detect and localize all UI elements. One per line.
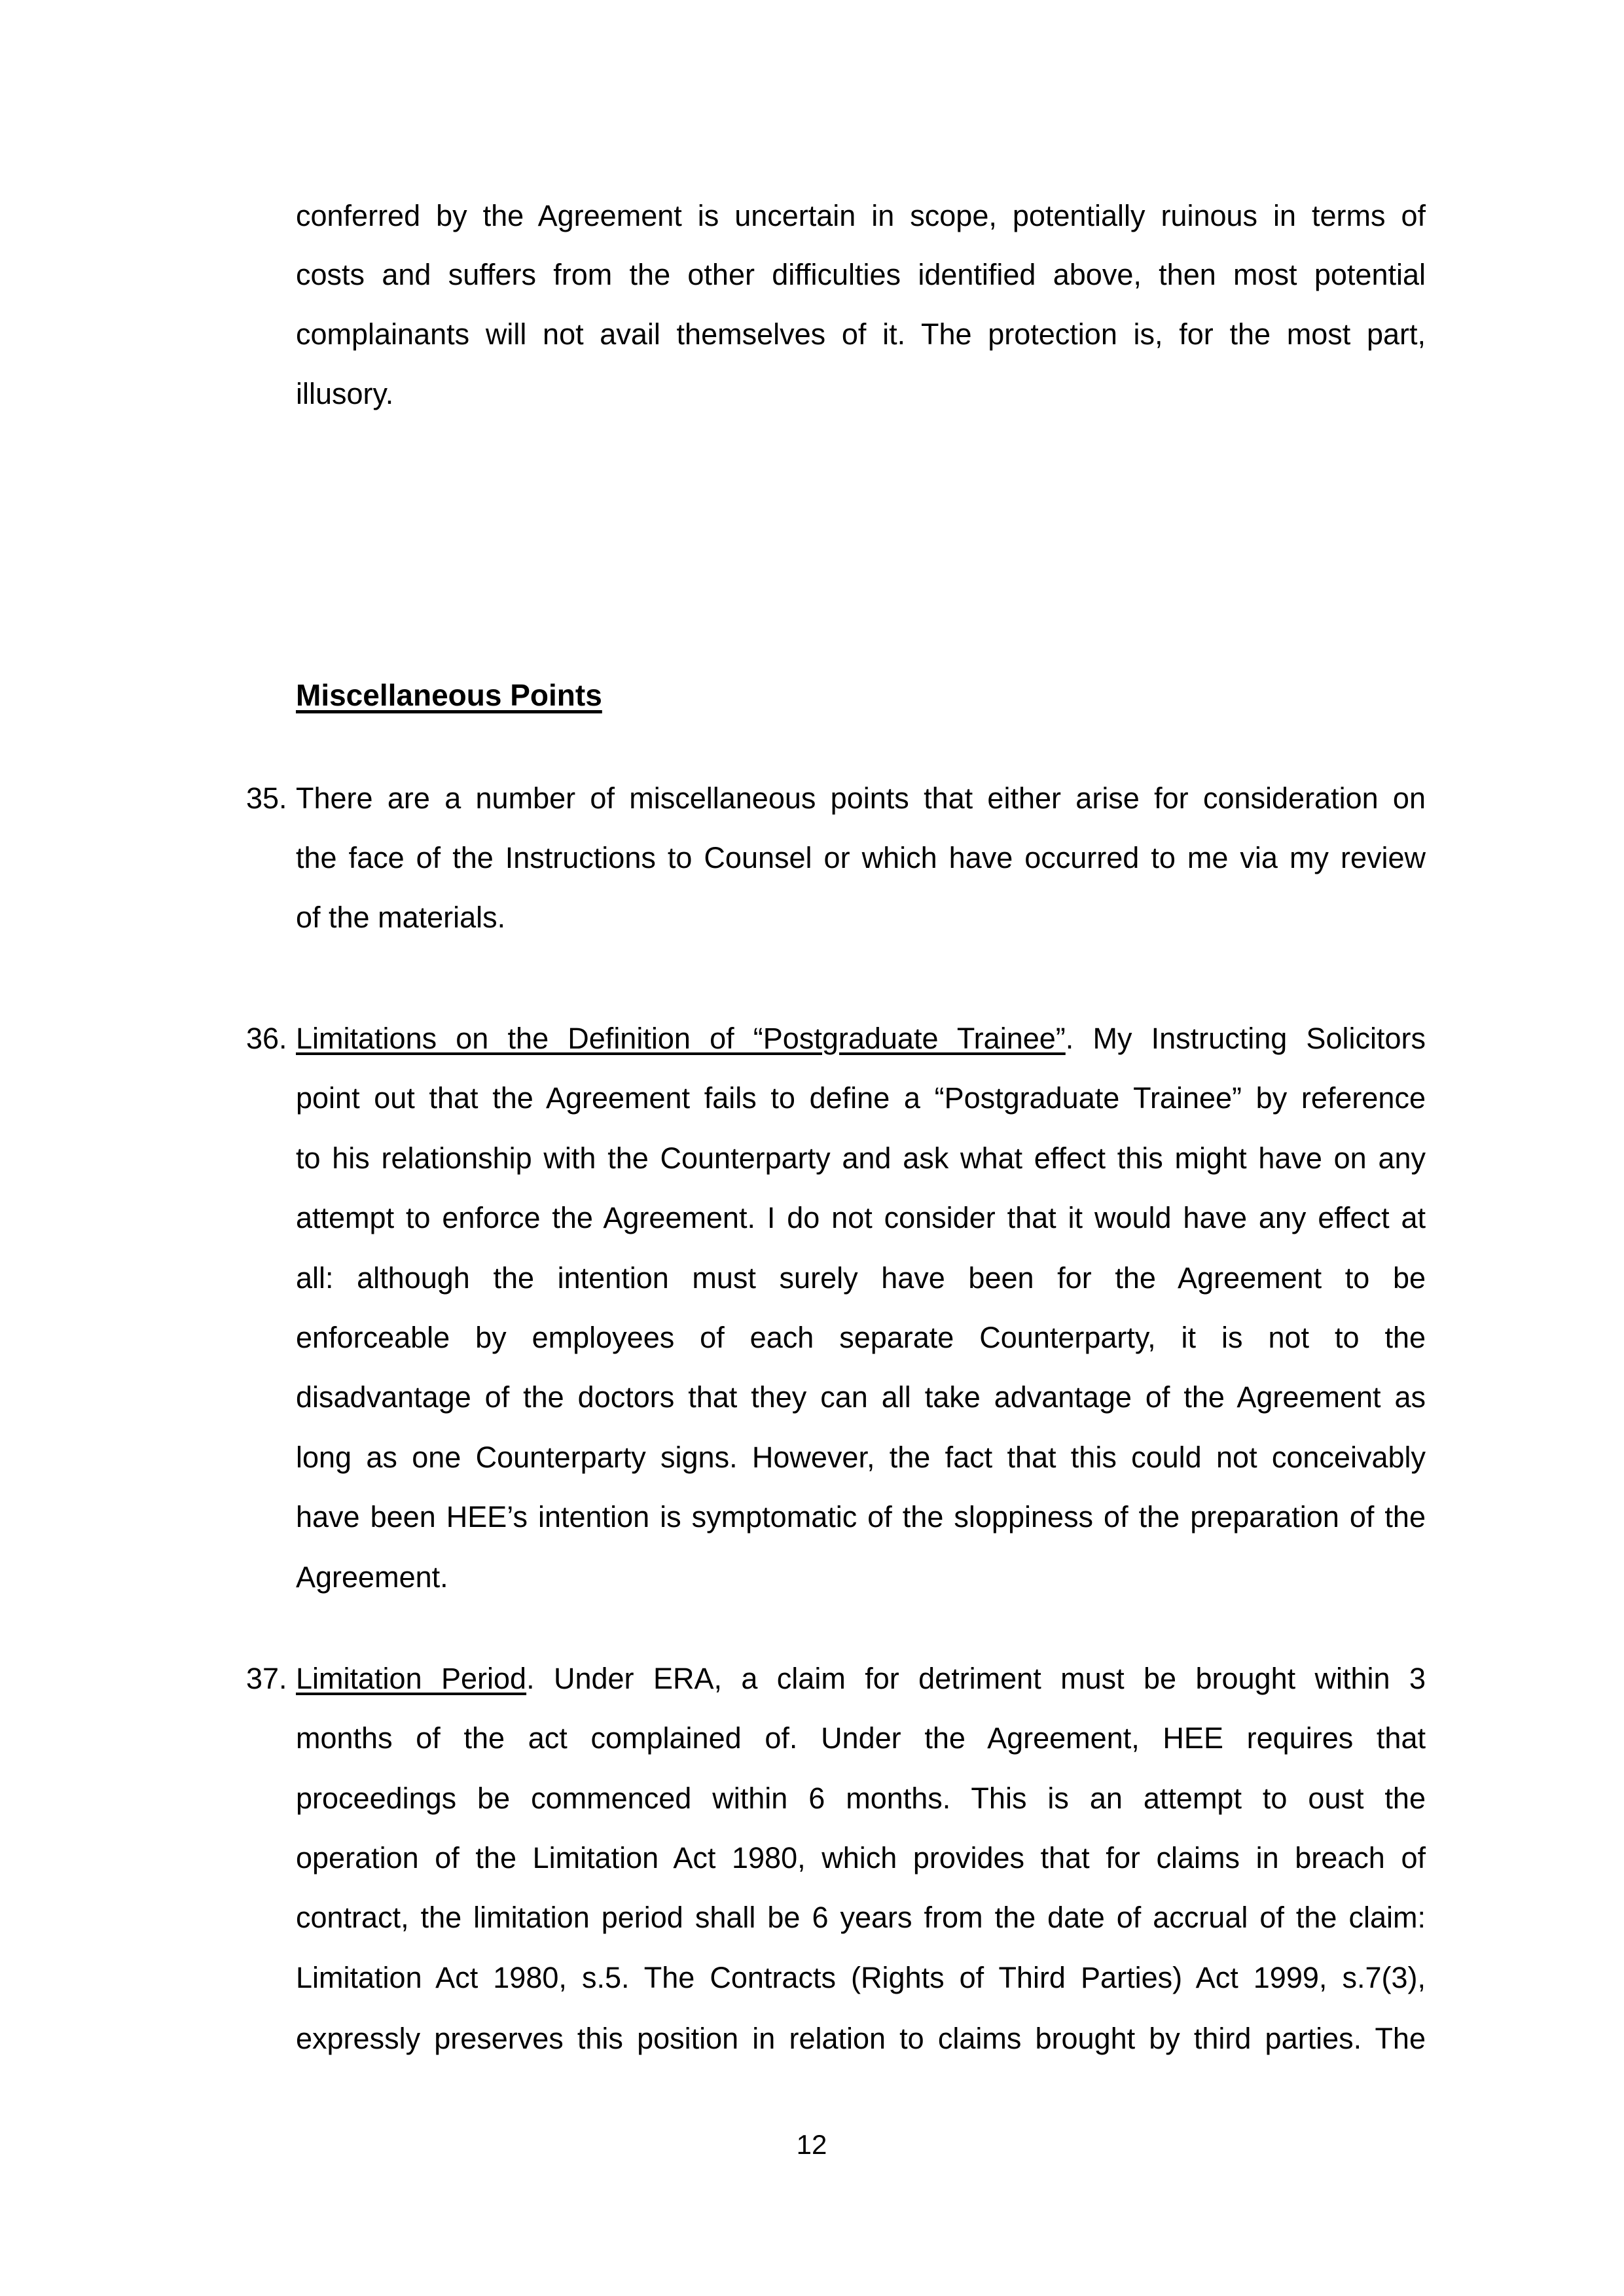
- text-line: operation of the Limitation Act 1980, which provides that for claims in breach of: [296, 1841, 1426, 1874]
- text-line: have been HEE’s intention is symptomatic of the sloppiness of the preparation of the: [296, 1500, 1426, 1534]
- text-line: contract, the limitation period shall be 6 years from the date of accrual of the claim:: [296, 1901, 1426, 1934]
- paragraph-title: Limitation Period: [296, 1662, 527, 1695]
- text-line: There are a number of miscellaneous points that either arise for consideration on: [296, 781, 1426, 815]
- text-line: illusory.: [296, 377, 394, 410]
- text-line: costs and suffers from the other difficulties identified above, then most potential: [296, 258, 1426, 291]
- paragraph-number: 37.: [246, 1662, 287, 1695]
- paragraph-number: 35.: [246, 781, 287, 815]
- text-line: expressly preserves this position in relation to claims brought by third parties. The: [296, 2022, 1426, 2055]
- text-line: proceedings be commenced within 6 months. This is an attempt to oust the: [296, 1782, 1426, 1815]
- text-line: the face of the Instructions to Counsel or which have occurred to me via my review: [296, 841, 1426, 874]
- text-line: conferred by the Agreement is uncertain in scope, potentially ruinous in terms of: [296, 199, 1426, 232]
- text-line: Limitations on the Definition of “Postgraduate Trainee”. My Instructing Solicitors: [296, 1022, 1426, 1055]
- page-number: 12: [796, 2129, 827, 2160]
- text-line: all: although the intention must surely have been for the Agreement to be: [296, 1261, 1426, 1295]
- paragraph-title: Limitations on the Definition of “Postgraduate Trainee”: [296, 1022, 1066, 1055]
- text-line: of the materials.: [296, 901, 506, 934]
- text-line: Limitation Period. Under ERA, a claim for detriment must be brought within 3: [296, 1662, 1426, 1695]
- text-line: Limitation Act 1980, s.5. The Contracts (Rights of Third Parties) Act 1999, s.7(3),: [296, 1961, 1426, 1994]
- text-line: disadvantage of the doctors that they can all take advantage of the Agreement as: [296, 1380, 1426, 1414]
- text-line: months of the act complained of. Under the Agreement, HEE requires that: [296, 1721, 1426, 1755]
- text-line: complainants will not avail themselves of it. The protection is, for the most part,: [296, 317, 1426, 351]
- paragraph-number: 36.: [246, 1022, 287, 1055]
- text-line: long as one Counterparty signs. However, the fact that this could not conceivably: [296, 1441, 1426, 1474]
- text-line: to his relationship with the Counterparty and ask what effect this might have on any: [296, 1141, 1426, 1175]
- text-line: Agreement.: [296, 1560, 448, 1594]
- text-line: attempt to enforce the Agreement. I do not consider that it would have any effect at: [296, 1201, 1426, 1234]
- section-heading: Miscellaneous Points: [296, 678, 602, 712]
- text-line: point out that the Agreement fails to define a “Postgraduate Trainee” by reference: [296, 1081, 1426, 1115]
- text-line: enforceable by employees of each separate Counterparty, it is not to the: [296, 1321, 1426, 1354]
